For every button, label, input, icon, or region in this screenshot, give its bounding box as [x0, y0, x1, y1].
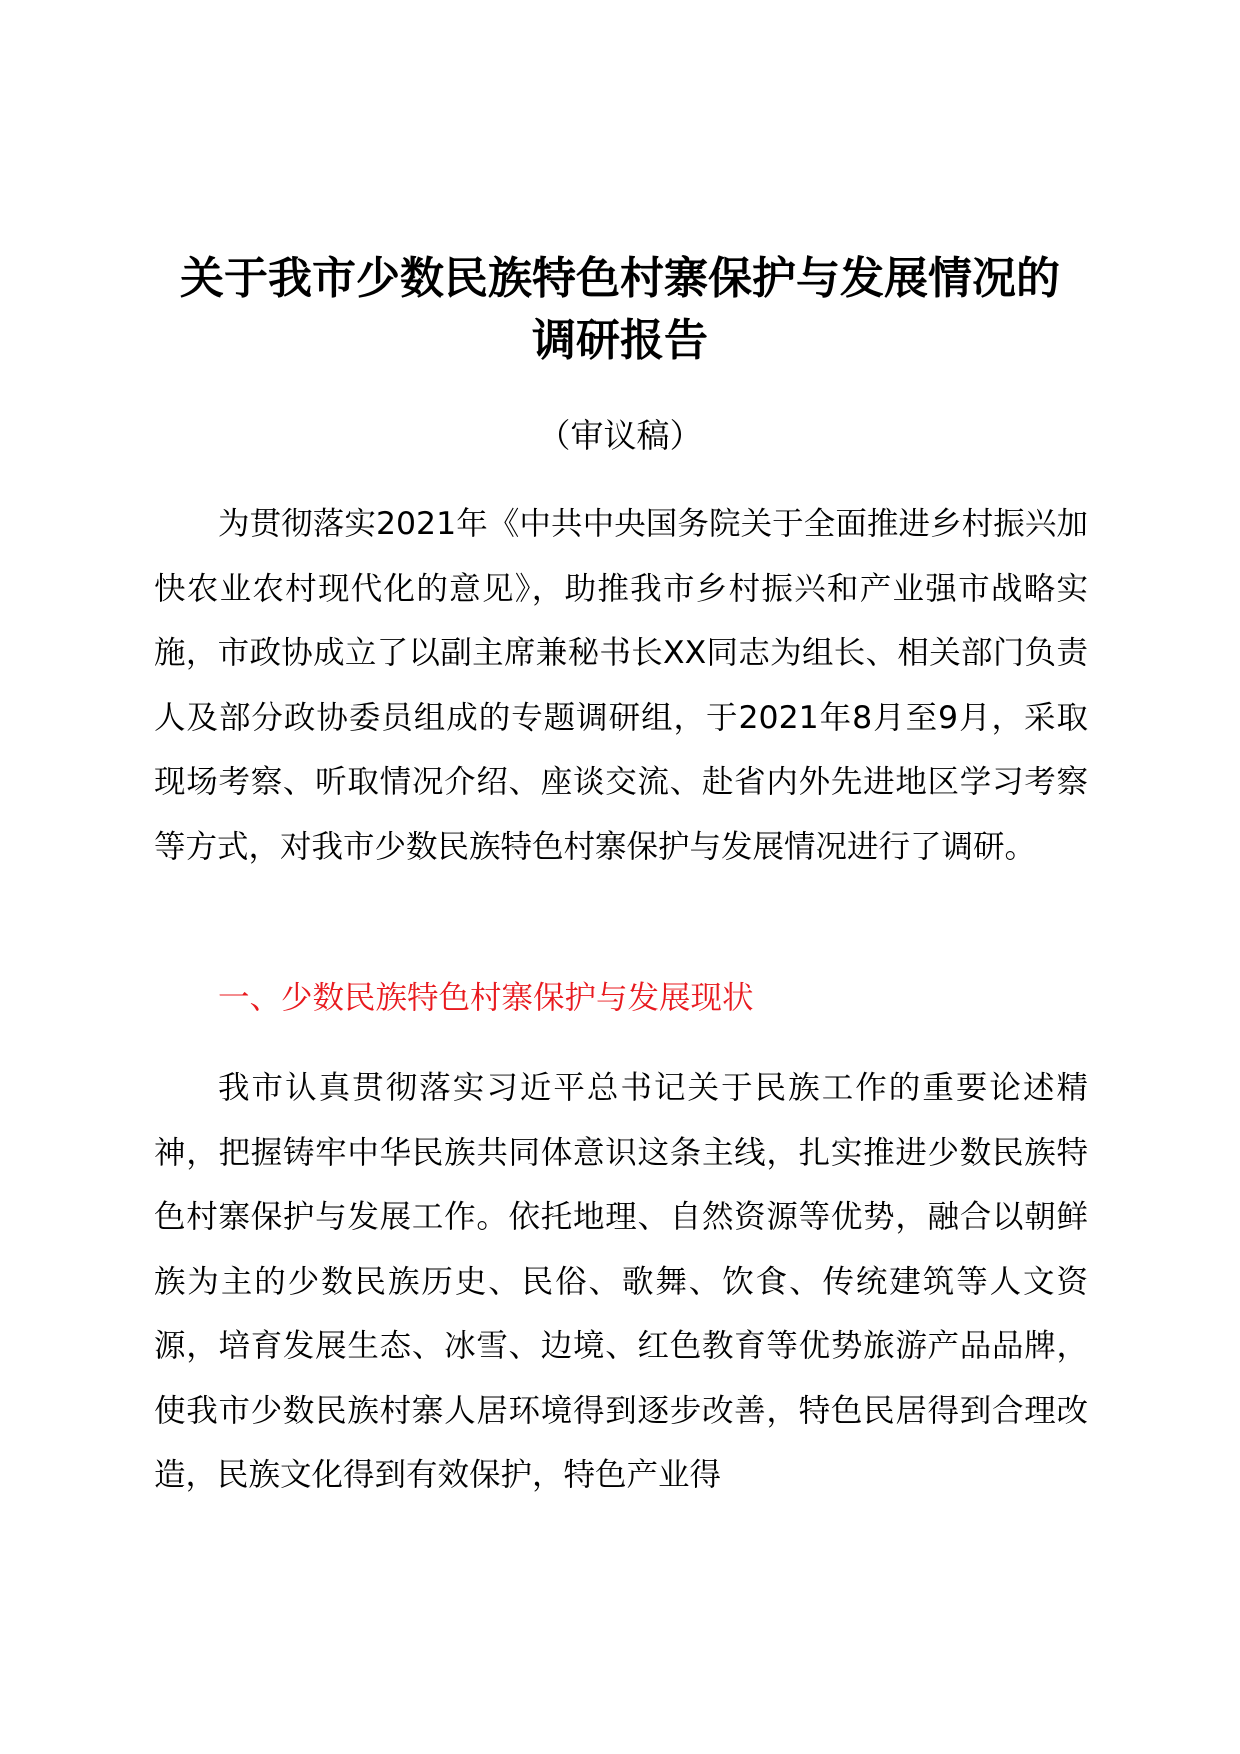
section-1-paragraph: 我市认真贯彻落实习近平总书记关于民族工作的重要论述精神，把握铸牢中华民族共同体意识这条主线，扎实推进少数民族特色村寨保护与发展工作。依托地理、自然资源等优势，融合以朝鲜族为主的少数民族历史、民俗、歌舞、饮食、传统建筑等人文资源，培育发展生态、冰雪、边境、红色教育等优势旅游产品品牌，使我市少数民族村寨人居环境得到逐步改善，特色民居得到合理改造，民族文化得到有效保护，特色产业得	[154, 1070, 1088, 1493]
section-heading-1: 一、少数民族特色村寨保护与发展现状	[218, 980, 754, 1016]
intro-paragraph: 为贯彻落实2021年《中共中央国务院关于全面推进乡村振兴加快农业农村现代化的意见》，助推我市乡村振兴和产业强市战略实施，市政协成立了以副主席兼秘书长XX同志为组长、相关部门负责人及部分政协委员组成的专题调研组，于2021年8月至9月，采取现场考察、听取情况介绍、座谈交流、赴省内外先进地区学习考察等方式，对我市少数民族特色村寨保护与发展情况进行了调研。	[154, 506, 1088, 865]
document-title	[140, 248, 1100, 372]
title-line-1: 关于我市少数民族特色村寨保护与发展情况的	[180, 253, 1060, 304]
document-subtitle: （审议稿）	[537, 416, 703, 455]
title-line-2: 调研报告	[532, 315, 708, 366]
